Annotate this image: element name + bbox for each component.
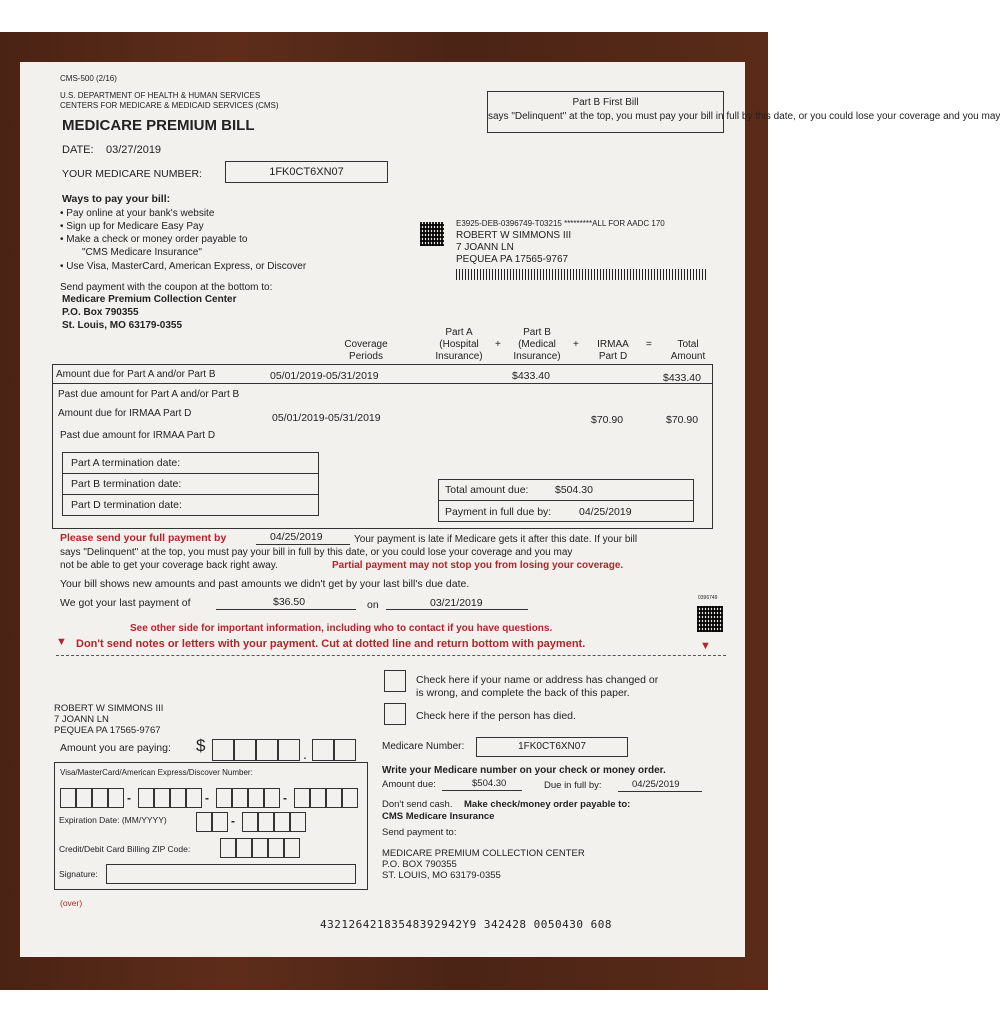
underline — [442, 790, 522, 791]
expiration-digit-box[interactable] — [242, 812, 258, 832]
coupon-recipient-street: 7 JOANN LN — [54, 714, 109, 725]
col-equals: = — [646, 339, 652, 350]
dont-send-notes: Don't send notes or letters with your payment. Cut at dotted line and return bottom with payment. — [76, 638, 586, 650]
underline — [618, 791, 702, 792]
coupon-amount-label: Amount due: — [382, 779, 436, 790]
col-total-line: Total — [677, 339, 699, 350]
divider — [53, 383, 712, 384]
col-coverage — [338, 339, 394, 363]
payment-center-box: P.O. Box 790355 — [62, 307, 139, 318]
coupon-medicare-label: Medicare Number: — [382, 741, 465, 752]
person-died-checkbox[interactable] — [384, 703, 406, 725]
amount-paying-label: Amount you are paying: — [60, 742, 171, 754]
check-name-line: Check here if your name or address has changed or — [416, 674, 659, 686]
card-digit-box[interactable] — [138, 788, 154, 808]
qr-code-icon — [420, 222, 444, 246]
medicare-number-box — [225, 161, 388, 183]
card-digit-box[interactable] — [186, 788, 202, 808]
small-code: 0396749 — [698, 595, 718, 601]
triangle-down-icon: ▼ — [700, 640, 711, 652]
zip-digit-box[interactable] — [268, 838, 284, 858]
dash-separator: - — [205, 791, 209, 805]
total-due-box — [438, 479, 694, 522]
col-irmaa-line: IRMAA — [597, 339, 629, 350]
see-other-side: See other side for important information, including who to contact if you have questions. — [130, 623, 553, 634]
card-digit-box[interactable] — [108, 788, 124, 808]
underline — [256, 544, 350, 545]
card-digit-box[interactable] — [216, 788, 232, 808]
col-plus: + — [573, 339, 579, 350]
write-number-line: Write your Medicare number on your check or money order. — [382, 765, 666, 776]
recipient-city: PEQUEA PA 17565-9767 — [456, 254, 569, 265]
zip-digit-box[interactable] — [284, 838, 300, 858]
notice-due-date: 04/25/2019 — [270, 531, 323, 543]
card-digit-box[interactable] — [248, 788, 264, 808]
way-item: • Use Visa, MasterCard, American Express, or Discover — [60, 261, 307, 272]
expiration-digit-box[interactable] — [258, 812, 274, 832]
notice-box — [487, 91, 1000, 133]
way-item: • Pay online at your bank's website — [60, 208, 215, 219]
underline — [216, 609, 356, 610]
col-part-b — [505, 327, 569, 363]
coupon-due-value: 04/25/2019 — [632, 779, 680, 790]
row-label: Past due amount for IRMAA Part D — [60, 430, 216, 441]
dept-line-1: U.S. DEPARTMENT OF HEALTH & HUMAN SERVICES — [60, 91, 261, 100]
underline — [386, 609, 528, 610]
col-part-b-line: Insurance) — [513, 351, 561, 362]
dash-separator: - — [127, 791, 131, 805]
coupon-recipient-city: PEQUEA PA 17565-9767 — [54, 725, 161, 736]
ocr-scanline: 43212642183548392942Y9 342428 0050430 608 — [320, 918, 613, 931]
part-d-termination-label: Part D termination date: — [71, 499, 182, 511]
row-label: Amount due for Part A and/or Part B — [56, 369, 216, 380]
col-coverage-line: Coverage — [344, 339, 388, 350]
notice-line-2: says "Delinquent" at the top, you must pay your bill in full by this date, or you could lose your coverage and you may — [488, 111, 1000, 122]
expiration-digit-box[interactable] — [290, 812, 306, 832]
row-part-b: $433.40 — [512, 370, 550, 382]
coupon-recipient-name: ROBERT W SIMMONS III — [54, 703, 164, 714]
dont-send-cash: Don't send cash. — [382, 799, 453, 810]
make-payable-to: Make check/money order payable to: — [464, 799, 631, 810]
check-died-label: Check here if the person has died. — [416, 710, 576, 722]
coupon-amount-value: $504.30 — [472, 778, 507, 789]
coupon-medicare-number: 1FK0CT6XN07 — [518, 741, 586, 752]
way-item: "CMS Medicare Insurance" — [82, 247, 202, 258]
recipient-name: ROBERT W SIMMONS III — [456, 230, 572, 241]
expiration-label: Expiration Date: (MM/YYYY) — [59, 815, 167, 825]
page-title: MEDICARE PREMIUM BILL — [62, 117, 255, 134]
termination-box — [62, 452, 319, 516]
expiration-digit-box[interactable] — [212, 812, 228, 832]
remit-city: ST. LOUIS, MO 63179-0355 — [382, 870, 501, 881]
col-total-line: Amount — [670, 351, 706, 362]
card-digit-box[interactable] — [154, 788, 170, 808]
divider — [63, 494, 318, 495]
pay-by-label: Payment in full due by: — [445, 506, 552, 518]
payable-to-name: CMS Medicare Insurance — [382, 811, 495, 822]
expiration-digit-box[interactable] — [196, 812, 212, 832]
way-item: • Make a check or money order payable to — [60, 234, 248, 245]
col-total — [658, 339, 718, 363]
col-part-b-line: Part B — [523, 327, 551, 338]
dash-separator: - — [231, 814, 235, 828]
amount-cents-box[interactable] — [334, 739, 356, 761]
last-payment-value: $36.50 — [273, 596, 306, 608]
col-part-a-line: Insurance) — [435, 351, 483, 362]
postal-barcode-icon — [456, 269, 706, 280]
zip-digit-box[interactable] — [236, 838, 252, 858]
notice-line-1: Part B First Bill — [572, 97, 639, 108]
coupon-medicare-box — [476, 737, 628, 757]
card-digit-box[interactable] — [76, 788, 92, 808]
amount-digit-box[interactable] — [234, 739, 256, 761]
qr-code-icon — [697, 606, 723, 632]
amount-digit-box[interactable] — [256, 739, 278, 761]
cut-line — [56, 655, 726, 656]
card-digit-box[interactable] — [60, 788, 76, 808]
amount-digit-box[interactable] — [212, 739, 234, 761]
row-total: $433.40 — [663, 372, 701, 384]
dept-line-2: CENTERS FOR MEDICARE & MEDICAID SERVICES (CMS) — [60, 101, 279, 110]
card-digit-box[interactable] — [170, 788, 186, 808]
col-part-a — [428, 327, 490, 363]
signature-label: Signature: — [59, 869, 98, 879]
way-item: • Sign up for Medicare Easy Pay — [60, 221, 204, 232]
decimal-point: . — [303, 746, 307, 762]
notice-rest: Your payment is late if Medicare gets it after this date. If your bill — [354, 534, 638, 545]
row-label: Past due amount for Part A and/or Part B — [58, 389, 240, 400]
notice-line-3b: Partial payment may not stop you from losing your coverage. — [332, 560, 624, 571]
col-part-a-line: (Hospital — [439, 339, 479, 350]
dollar-sign: $ — [196, 736, 206, 755]
amount-cents-box[interactable] — [312, 739, 334, 761]
recipient-street: 7 JOANN LN — [456, 242, 514, 253]
pay-by-value: 04/25/2019 — [579, 506, 632, 518]
divider — [63, 473, 318, 474]
medicare-bill-page — [20, 62, 1000, 957]
medicare-number: 1FK0CT6XN07 — [269, 166, 344, 178]
notice-line-2: says "Delinquent" at the top, you must pay your bill in full by this date, or you could lose your coverage and you may — [60, 547, 573, 558]
part-b-termination-label: Part B termination date: — [71, 478, 182, 490]
row-label: Amount due for IRMAA Part D — [58, 408, 192, 419]
card-number-label: Visa/MasterCard/American Express/Discover Number: — [60, 768, 253, 777]
card-digit-box[interactable] — [326, 788, 342, 808]
medicare-number-label: YOUR MEDICARE NUMBER: — [62, 168, 203, 180]
mail-code: E3925-DEB-0396749-T03215 *********ALL FOR AADC 170 — [456, 219, 665, 228]
zip-digit-box[interactable] — [220, 838, 236, 858]
row-irmaa: $70.90 — [591, 414, 624, 426]
total-due-label: Total amount due: — [445, 484, 529, 496]
col-plus: + — [495, 339, 501, 350]
card-digit-box[interactable] — [310, 788, 326, 808]
row-period: 05/01/2019-05/31/2019 — [270, 370, 379, 382]
zip-digit-box[interactable] — [252, 838, 268, 858]
triangle-down-icon: ▼ — [56, 636, 67, 648]
on-label: on — [367, 599, 379, 611]
card-digit-box[interactable] — [232, 788, 248, 808]
card-digit-box[interactable] — [342, 788, 358, 808]
last-payment-label: We got your last payment of — [60, 597, 191, 609]
row-total: $70.90 — [666, 414, 699, 426]
new-amounts-line: Your bill shows new amounts and past amounts we didn't get by your last bill's due date. — [60, 578, 470, 590]
dash-separator: - — [283, 791, 287, 805]
name-changed-checkbox[interactable] — [384, 670, 406, 692]
notice-red-start: Please send your full payment by — [60, 532, 227, 544]
divider — [439, 500, 693, 501]
check-name-line: is wrong, and complete the back of this paper. — [416, 687, 630, 699]
col-coverage-line: Periods — [349, 351, 383, 362]
remit-name: MEDICARE PREMIUM COLLECTION CENTER — [382, 848, 585, 859]
row-period: 05/01/2019-05/31/2019 — [272, 412, 381, 424]
form-id: CMS-500 (2/16) — [60, 74, 117, 83]
payment-center-city: St. Louis, MO 63179-0355 — [62, 320, 183, 331]
last-payment-date: 03/21/2019 — [430, 597, 483, 609]
over-label: (over) — [60, 898, 83, 908]
date-value: 03/27/2019 — [106, 144, 162, 156]
col-part-a-line: Part A — [445, 327, 473, 338]
ways-heading: Ways to pay your bill: — [62, 193, 171, 205]
amount-digit-box[interactable] — [278, 739, 300, 761]
col-irmaa-line: Part D — [598, 351, 628, 362]
part-a-termination-label: Part A termination date: — [71, 457, 181, 469]
col-irmaa — [588, 339, 638, 363]
date-label: DATE: — [62, 144, 94, 156]
send-payment-line: Send payment with the coupon at the bottom to: — [60, 282, 273, 293]
card-digit-box[interactable] — [264, 788, 280, 808]
zip-label: Credit/Debit Card Billing ZIP Code: — [59, 844, 191, 854]
signature-field[interactable] — [106, 864, 356, 884]
notice-line-3a: not be able to get your coverage back right away. — [60, 560, 278, 571]
card-digit-box[interactable] — [92, 788, 108, 808]
expiration-digit-box[interactable] — [274, 812, 290, 832]
total-due-value: $504.30 — [555, 484, 593, 496]
col-part-b-line: (Medical — [518, 339, 556, 350]
send-payment-to: Send payment to: — [382, 827, 457, 838]
payment-center-name: Medicare Premium Collection Center — [62, 294, 237, 305]
remit-box: P.O. BOX 790355 — [382, 859, 457, 870]
card-digit-box[interactable] — [294, 788, 310, 808]
coupon-due-label: Due in full by: — [544, 780, 602, 791]
